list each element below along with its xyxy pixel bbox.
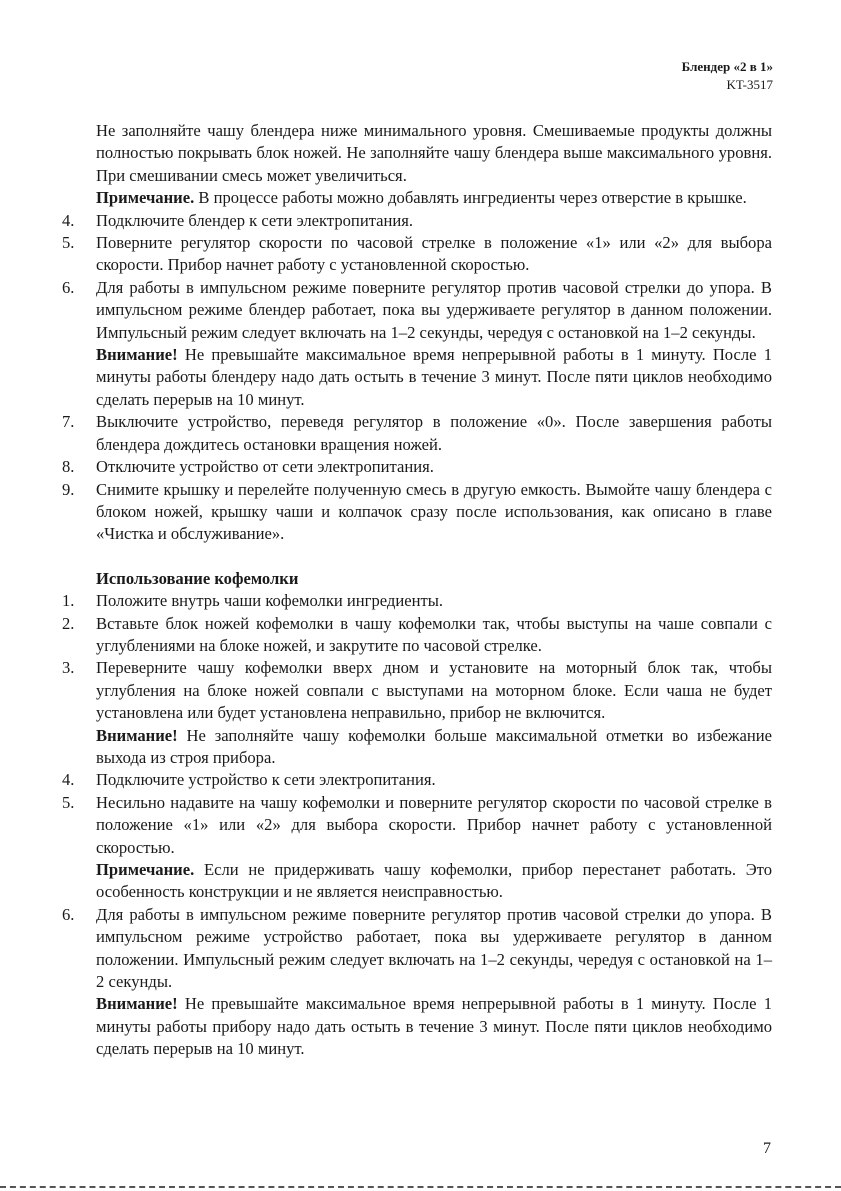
step-text: Снимите крышку и перелейте полученную смесь в другую емкость. Вымойте чашу блендера с блоком ножей, крышку чаши и колпачок сразу после использования, как описано в главе «Чистка и обслуживание».	[96, 479, 772, 544]
step-number: 2.	[62, 613, 75, 633]
list-item	[62, 657, 772, 724]
step-text: Положите внутрь чаши кофемолки ингредиенты.	[96, 591, 444, 611]
header-title: Блендер «2 в 1»	[681, 59, 773, 74]
step-number: 4.	[62, 210, 75, 230]
step-number: 5.	[62, 233, 75, 253]
note-text: В процессе работы можно добавлять ингредиенты через отверстие в крышке.	[194, 188, 747, 208]
step-text: Для работы в импульсном режиме поверните регулятор против часовой стрелки до упора. В импульсном режиме блендер работает, пока вы удерживаете регулятор в данном положении. Импульсный режим следует включать на 1–2 секунды, чередуя с остановкой на 1–2 секунды.	[96, 277, 772, 342]
list-item	[62, 479, 772, 546]
step-number: 6.	[62, 904, 75, 924]
list-item	[62, 904, 772, 994]
warning-label: Внимание!	[96, 994, 178, 1014]
warning-text: Не заполняйте чашу кофемолки больше максимальной отметки во избежание выхода из строя прибора.	[96, 725, 772, 767]
list-item	[62, 277, 772, 344]
header-model: KT-3517	[726, 77, 773, 92]
warning-paragraph	[96, 993, 772, 1060]
step-number: 3.	[62, 658, 75, 678]
step-number: 5.	[62, 792, 75, 812]
warning-label: Внимание!	[96, 345, 178, 365]
intro-note	[96, 187, 772, 209]
list-item	[62, 411, 772, 456]
step-number: 7.	[62, 412, 75, 432]
warning-label: Внимание!	[96, 725, 178, 745]
step-text: Подключите устройство к сети электропитания.	[96, 770, 436, 790]
step-number: 4.	[62, 770, 75, 790]
step-text: Выключите устройство, переведя регулятор в положение «0». После завершения работы блендера дождитесь остановки вращения ножей.	[96, 412, 772, 454]
step-text: Несильно надавите на чашу кофемолки и поверните регулятор скорости по часовой стрелке в положение «1» или «2» для выбора скорости. Прибор начнет работу с установленной скоростью.	[96, 792, 772, 857]
warning-paragraph	[96, 725, 772, 770]
list-item	[62, 210, 772, 232]
step-text: Вставьте блок ножей кофемолки в чашу кофемолки так, чтобы выступы на чаше совпали с углублениями на блоке ножей, и закрутите по часовой стрелке.	[96, 613, 772, 655]
list-item	[62, 613, 772, 658]
warning-paragraph	[96, 344, 772, 411]
grinder-steps-list	[62, 590, 772, 1061]
note-text: Если не придерживать чашу кофемолки, прибор перестанет работать. Это особенность конструкции и не является неисправностью.	[96, 860, 772, 902]
step-number: 1.	[62, 591, 75, 611]
step-text: Переверните чашу кофемолки вверх дном и установите на моторный блок так, чтобы углубления на блоке ножей совпали с выступами на моторном блоке. Если чаша не будет установлена или будет установлена неправильно, прибор не включится.	[96, 658, 772, 723]
step-number: 8.	[62, 457, 75, 477]
bottom-divider	[0, 1186, 841, 1188]
page-content	[62, 120, 772, 1061]
step-number: 6.	[62, 277, 75, 297]
section-title-grinder: Использование кофемолки	[96, 568, 299, 588]
blender-steps-list	[62, 210, 772, 546]
note-paragraph	[96, 859, 772, 904]
intro-paragraph: Не заполняйте чашу блендера ниже минимального уровня. Смешиваемые продукты должны полностью покрывать блок ножей. Не заполняйте чашу блендера выше максимального уровня. При смешивании смесь может увеличиться.	[96, 121, 772, 185]
step-text: Отключите устройство от сети электропитания.	[96, 457, 434, 477]
step-number: 9.	[62, 479, 75, 499]
step-text: Поверните регулятор скорости по часовой стрелке в положение «1» или «2» для выбора скорости. Прибор начнет работу с установленной скоростью.	[96, 233, 772, 275]
warning-text: Не превышайте максимальное время непрерывной работы в 1 минуту. После 1 минуты работы прибору надо дать остыть в течение 3 минут. После пяти циклов необходимо сделать перерыв на 10 минут.	[96, 994, 772, 1059]
list-item	[62, 792, 772, 859]
note-label: Примечание.	[96, 188, 195, 208]
warning-text: Не превышайте максимальное время непрерывной работы в 1 минуту. После 1 минуты работы блендеру надо дать остыть в течение 3 минут. После пяти циклов необходимо сделать перерыв на 10 минут.	[96, 345, 772, 409]
page-number: 7	[763, 1140, 771, 1157]
list-item	[62, 232, 772, 277]
step-text: Подключите блендер к сети электропитания.	[96, 210, 414, 230]
page-header	[682, 58, 773, 94]
list-item	[62, 769, 772, 791]
list-item	[62, 456, 772, 478]
note-label: Примечание.	[96, 860, 195, 879]
list-item	[62, 590, 772, 612]
step-text: Для работы в импульсном режиме поверните регулятор против часовой стрелки до упора. В импульсном режиме устройство работает, пока вы удерживаете регулятор в данном положении. Импульсный режим следует включать на 1–2 секунды, чередуя с остановкой на 1–2 секунды.	[96, 904, 772, 992]
